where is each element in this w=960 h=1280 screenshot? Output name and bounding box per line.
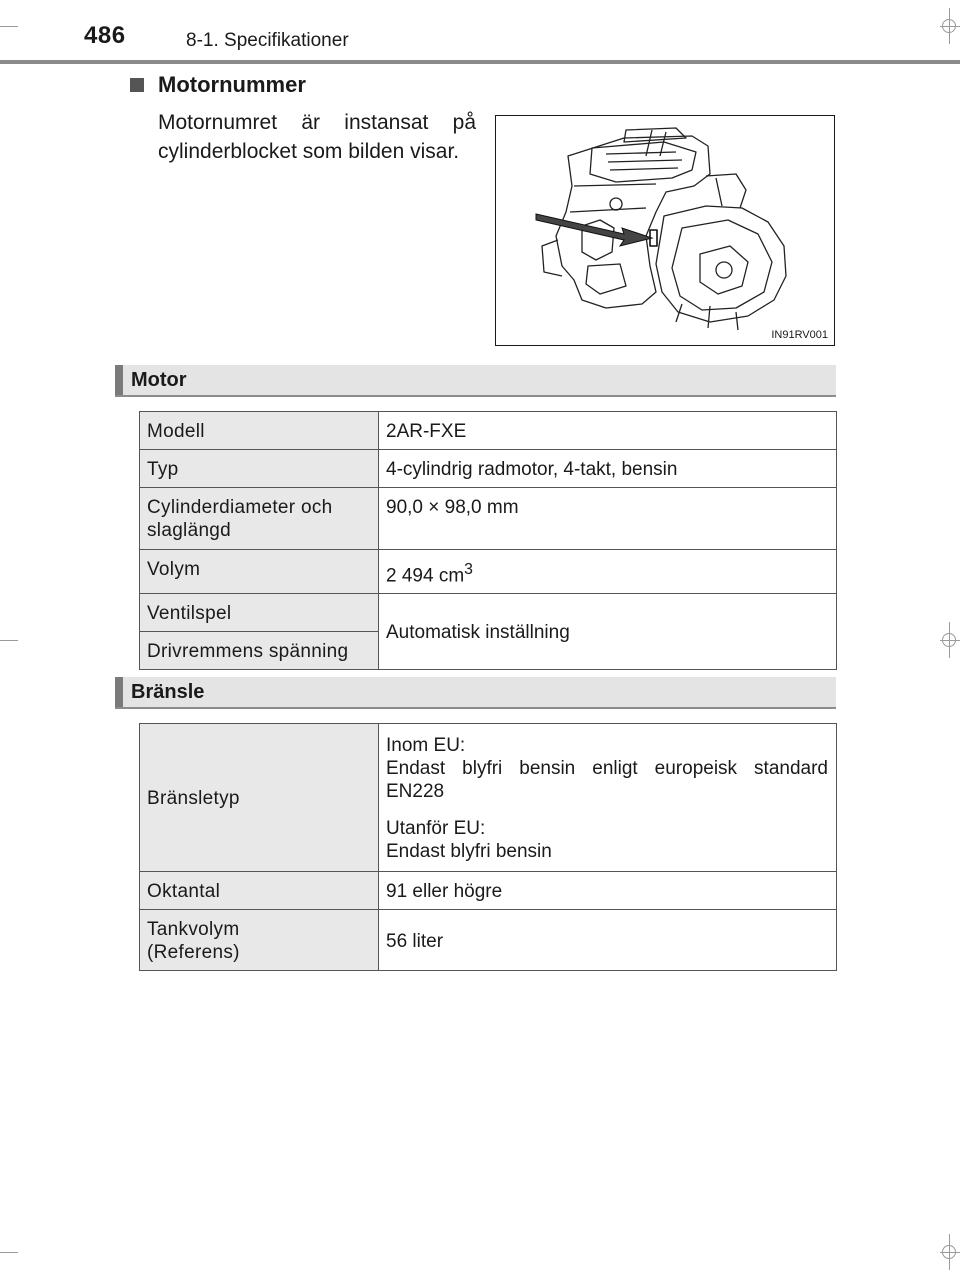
row-label: Cylinderdiameter och slaglängd [140, 488, 379, 550]
engine-drawing-icon [496, 116, 834, 345]
row-label: Volym [140, 550, 379, 594]
row-value: Automatisk inställning [379, 594, 837, 670]
crop-circle-bottom-right [942, 1245, 956, 1259]
row-value: 2AR-FXE [379, 412, 837, 450]
fuel-spec-table [139, 723, 837, 971]
crop-circle-top-right [942, 19, 956, 33]
fuel-type-non-eu [386, 817, 828, 863]
row-label: Ventilspel [140, 594, 379, 632]
engine-number-text: Motornumret är instansat på cylinderblocket som bilden visar. [158, 111, 476, 163]
table-row [140, 872, 837, 910]
crop-mark-top-left [0, 26, 18, 27]
row-label [140, 910, 379, 971]
fuel-type-non-eu-heading: Utanför EU: [386, 818, 486, 839]
table-row [140, 550, 837, 594]
table-row [140, 488, 837, 550]
crop-mark-bottom-left [0, 1252, 18, 1253]
row-label: Drivremmens spänning [140, 632, 379, 670]
row-value: 56 liter [379, 910, 837, 971]
table-row [140, 412, 837, 450]
section-path: 8-1. Specifikationer [186, 30, 349, 51]
row-label: Typ [140, 450, 379, 488]
square-bullet-icon [130, 78, 144, 92]
row-value [379, 724, 837, 872]
figure-code: IN91RV001 [771, 329, 828, 341]
fuel-type-eu-heading: Inom EU: [386, 735, 466, 756]
crop-mark-mid-left [0, 640, 18, 641]
motor-section-title: Motor [131, 369, 187, 391]
table-row [140, 594, 837, 632]
motor-spec-table [139, 411, 837, 670]
header-rule [0, 60, 960, 64]
fuel-type-eu-text: Endast blyfri bensin enligt europeisk standard EN228 [386, 758, 828, 802]
engine-number-heading-text: Motornummer [158, 72, 306, 97]
fuel-section-title: Bränsle [131, 681, 205, 703]
row-value: 91 eller högre [379, 872, 837, 910]
page-number: 486 [84, 22, 126, 49]
tank-label: Tankvolym [147, 919, 240, 940]
engine-illustration [495, 115, 835, 346]
row-value: 4-cylindrig radmotor, 4-takt, bensin [379, 450, 837, 488]
crop-circle-mid-right [942, 633, 956, 647]
row-label: Oktantal [140, 872, 379, 910]
section-marker [115, 677, 123, 707]
table-row [140, 450, 837, 488]
engine-number-heading [130, 72, 306, 98]
fuel-section-header [115, 677, 836, 709]
volume-unit-exponent: 3 [464, 561, 473, 578]
motor-section-header [115, 365, 836, 397]
tank-label-note: (Referens) [147, 942, 240, 963]
row-value: 90,0 × 98,0 mm [379, 488, 837, 550]
row-value [379, 550, 837, 594]
table-row [140, 724, 837, 872]
fuel-type-eu [386, 734, 828, 803]
fuel-type-non-eu-text: Endast blyfri bensin [386, 841, 552, 862]
row-label: Modell [140, 412, 379, 450]
table-row [140, 910, 837, 971]
section-marker [115, 365, 123, 395]
row-label: Bränsletyp [140, 724, 379, 872]
volume-value: 2 494 cm [386, 565, 465, 587]
